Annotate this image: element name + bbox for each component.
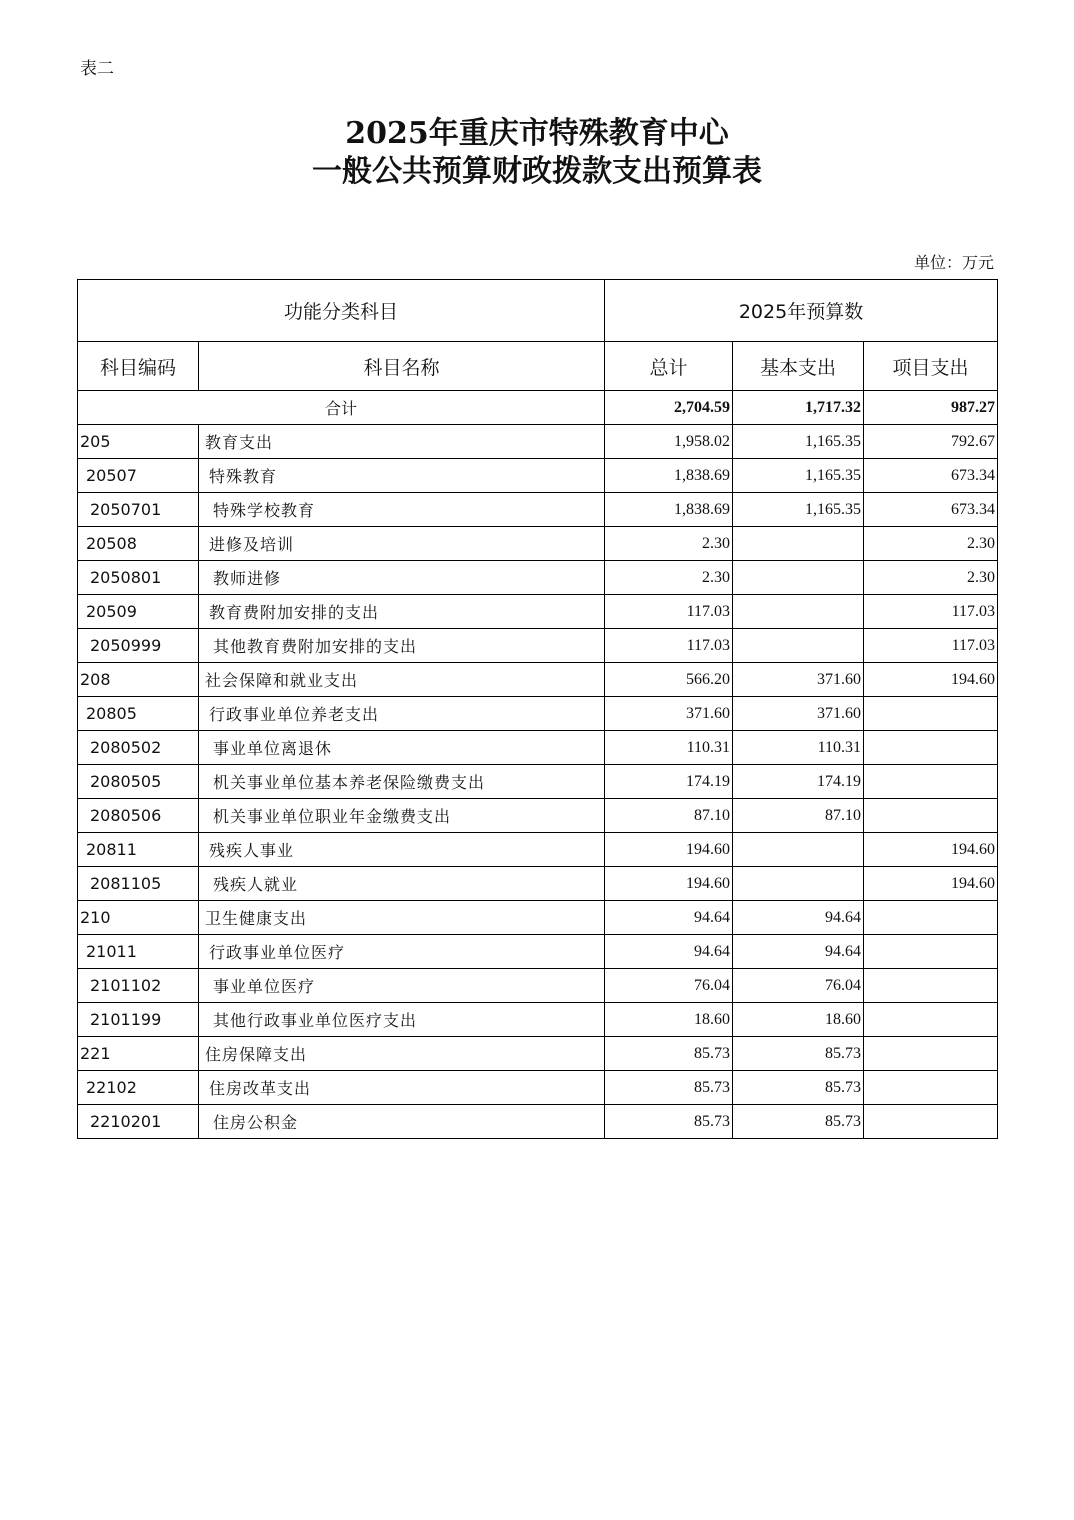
header-function-category: 功能分类科目 [78,280,605,342]
cell-name: 行政事业单位医疗 [199,935,605,969]
table-row [78,1105,998,1139]
cell-project: 194.60 [864,833,998,867]
cell-basic: 85.73 [733,1105,864,1139]
cell-project [864,1105,998,1139]
table-row [78,867,998,901]
table-row [78,935,998,969]
total-basic: 1,717.32 [733,391,864,425]
cell-code: 22102 [78,1071,199,1105]
cell-project: 792.67 [864,425,998,459]
cell-total: 18.60 [605,1003,733,1037]
table-row [78,493,998,527]
cell-code: 2050999 [78,629,199,663]
cell-code: 2050701 [78,493,199,527]
cell-code: 20811 [78,833,199,867]
cell-basic: 1,165.35 [733,493,864,527]
cell-project: 673.34 [864,493,998,527]
cell-name: 教育费附加安排的支出 [199,595,605,629]
cell-code: 2081105 [78,867,199,901]
cell-name: 卫生健康支出 [199,901,605,935]
cell-project [864,1003,998,1037]
cell-code: 2101199 [78,1003,199,1037]
cell-basic: 1,165.35 [733,459,864,493]
cell-project [864,901,998,935]
cell-project [864,799,998,833]
cell-project: 673.34 [864,459,998,493]
table-row [78,799,998,833]
cell-basic: 85.73 [733,1037,864,1071]
cell-basic: 371.60 [733,663,864,697]
cell-project [864,969,998,1003]
table-row [78,527,998,561]
cell-basic: 371.60 [733,697,864,731]
header-project: 项目支出 [864,342,998,391]
table-row [78,833,998,867]
cell-code: 2050801 [78,561,199,595]
cell-code: 205 [78,425,199,459]
cell-total: 110.31 [605,731,733,765]
cell-code: 2080502 [78,731,199,765]
cell-name: 行政事业单位养老支出 [199,697,605,731]
table-row [78,1037,998,1071]
cell-code: 2210201 [78,1105,199,1139]
cell-name: 残疾人事业 [199,833,605,867]
table-row [78,595,998,629]
document-label: 表二 [80,59,114,79]
cell-project: 194.60 [864,867,998,901]
total-project: 987.27 [864,391,998,425]
cell-name: 机关事业单位基本养老保险缴费支出 [199,765,605,799]
cell-total: 85.73 [605,1105,733,1139]
cell-code: 21011 [78,935,199,969]
table-row [78,629,998,663]
cell-basic: 174.19 [733,765,864,799]
cell-total: 174.19 [605,765,733,799]
cell-basic: 85.73 [733,1071,864,1105]
cell-name: 社会保障和就业支出 [199,663,605,697]
table-row [78,561,998,595]
cell-total: 194.60 [605,833,733,867]
cell-total: 371.60 [605,697,733,731]
cell-total: 85.73 [605,1071,733,1105]
cell-code: 2101102 [78,969,199,1003]
header-budget-2025: 2025年预算数 [605,280,998,342]
cell-basic [733,629,864,663]
cell-name: 住房保障支出 [199,1037,605,1071]
cell-project: 2.30 [864,561,998,595]
cell-basic: 94.64 [733,935,864,969]
page-title-line2: 一般公共预算财政拨款支出预算表 [312,154,762,189]
header-total: 总计 [605,342,733,391]
table-row [78,459,998,493]
table-row [78,901,998,935]
cell-total: 566.20 [605,663,733,697]
table-row [78,425,998,459]
cell-code: 210 [78,901,199,935]
cell-basic [733,527,864,561]
header-row-columns [78,342,998,391]
cell-name: 住房改革支出 [199,1071,605,1105]
cell-basic [733,595,864,629]
cell-name: 进修及培训 [199,527,605,561]
table-row [78,731,998,765]
header-name: 科目名称 [199,342,605,391]
cell-name: 教育支出 [199,425,605,459]
cell-basic: 94.64 [733,901,864,935]
budget-table [77,279,998,1139]
cell-name: 特殊教育 [199,459,605,493]
cell-total: 1,838.69 [605,459,733,493]
cell-total: 2.30 [605,561,733,595]
table-row [78,697,998,731]
cell-total: 117.03 [605,629,733,663]
cell-basic [733,867,864,901]
cell-code: 20509 [78,595,199,629]
cell-basic [733,833,864,867]
cell-name: 住房公积金 [199,1105,605,1139]
cell-code: 2080506 [78,799,199,833]
cell-project [864,1071,998,1105]
cell-name: 事业单位离退休 [199,731,605,765]
cell-total: 117.03 [605,595,733,629]
cell-total: 87.10 [605,799,733,833]
cell-code: 20805 [78,697,199,731]
cell-basic: 87.10 [733,799,864,833]
table-row [78,1003,998,1037]
cell-total: 194.60 [605,867,733,901]
cell-basic: 1,165.35 [733,425,864,459]
cell-code: 20507 [78,459,199,493]
cell-basic: 76.04 [733,969,864,1003]
cell-code: 2080505 [78,765,199,799]
cell-name: 其他教育费附加安排的支出 [199,629,605,663]
total-row [78,391,998,425]
unit-label: 单位：万元 [913,253,994,272]
cell-project: 194.60 [864,663,998,697]
page-title-line1: 2025年重庆市特殊教育中心 [345,116,729,151]
cell-name: 教师进修 [199,561,605,595]
cell-name: 残疾人就业 [199,867,605,901]
cell-code: 20508 [78,527,199,561]
cell-name: 其他行政事业单位医疗支出 [199,1003,605,1037]
cell-project [864,1037,998,1071]
table-row [78,765,998,799]
cell-total: 94.64 [605,935,733,969]
cell-basic [733,561,864,595]
cell-code: 208 [78,663,199,697]
cell-project [864,935,998,969]
header-basic: 基本支出 [733,342,864,391]
cell-project [864,731,998,765]
cell-total: 85.73 [605,1037,733,1071]
cell-code: 221 [78,1037,199,1071]
cell-total: 94.64 [605,901,733,935]
cell-total: 1,958.02 [605,425,733,459]
cell-name: 事业单位医疗 [199,969,605,1003]
cell-total: 76.04 [605,969,733,1003]
cell-project: 2.30 [864,527,998,561]
cell-basic: 18.60 [733,1003,864,1037]
total-label: 合计 [78,391,605,425]
table-row [78,1071,998,1105]
total-total: 2,704.59 [605,391,733,425]
cell-project [864,697,998,731]
table-row [78,969,998,1003]
cell-name: 机关事业单位职业年金缴费支出 [199,799,605,833]
cell-basic: 110.31 [733,731,864,765]
cell-total: 1,838.69 [605,493,733,527]
cell-name: 特殊学校教育 [199,493,605,527]
table-row [78,663,998,697]
cell-project: 117.03 [864,595,998,629]
header-row-group [78,280,998,342]
cell-project [864,765,998,799]
cell-project: 117.03 [864,629,998,663]
header-code: 科目编码 [78,342,199,391]
cell-total: 2.30 [605,527,733,561]
